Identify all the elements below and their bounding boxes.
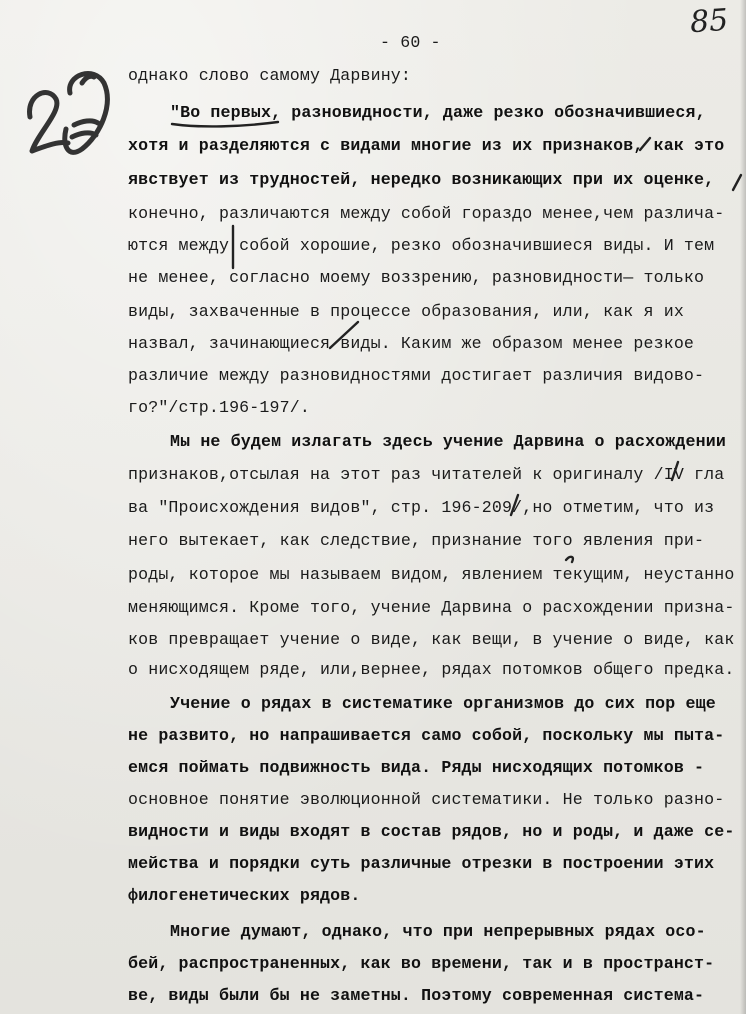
text-line: ются между собой хорошие, резко обозначившиеся виды. И тем — [128, 236, 715, 255]
text-line: го?"/стр.196-197/. — [128, 398, 310, 417]
text-line: мейства и порядки суть различные отрезки в построении этих — [128, 854, 715, 873]
text-line: о нисходящем ряде, или,вернее, рядах потомков общего предка. — [128, 660, 735, 679]
text-line: ков превращает учение о виде, как вещи, в учение о виде, как — [128, 630, 735, 649]
text-line: основное понятие эволюционной систематики. Не только разно- — [128, 790, 725, 809]
text-line: роды, которое мы называем видом, явлением текущим, неустанно — [128, 565, 735, 584]
handwritten-margin-mark-icon — [8, 55, 118, 175]
text-line: Многие думают, однако, что при непрерывных рядах осо- — [170, 922, 706, 941]
text-line: виды, захваченные в процессе образования, или, как я их — [128, 302, 684, 321]
text-line: не менее, согласно моему воззрению, разновидности— только — [128, 268, 705, 287]
text-line: филогенетических рядов. — [128, 886, 361, 905]
text-line: хотя и разделяются с видами многие из их признаков, как это — [128, 136, 725, 155]
text-line: "Во первых, разновидности, даже резко обозначившиеся, — [170, 103, 706, 122]
text-line: ва "Происхождения видов", стр. 196-209/,но отметим, что из — [128, 498, 715, 517]
text-line: видности и виды входят в состав рядов, но и роды, и даже се- — [128, 822, 735, 841]
text-line: емся поймать подвижность вида. Ряды нисходящих потомков - — [128, 758, 705, 777]
text-line: различие между разновидностями достигает различия видово- — [128, 366, 705, 385]
text-line: бей, распространенных, как во времени, так и в пространст- — [128, 954, 715, 973]
text-line: однако слово самому Дарвину: — [128, 66, 412, 85]
text-line: Мы не будем излагать здесь учение Дарвина о расхождении — [170, 432, 726, 451]
handwritten-folio-number: 85 — [688, 2, 730, 41]
text-line: назвал, зачинающиеся виды. Каким же образом менее резкое — [128, 334, 695, 353]
text-line: не развито, но напрашивается само собой, поскольку мы пыта- — [128, 726, 725, 745]
text-line: признаков,отсылая на этот раз читателей к оригиналу /IV гла — [128, 465, 725, 484]
text-line: него вытекает, как следствие, признание того явления при- — [128, 531, 705, 550]
page-number: - 60 - — [380, 33, 441, 52]
text-line: Учение о рядах в систематике организмов до сих пор еще — [170, 694, 716, 713]
text-line: конечно, различаются между собой гораздо менее,чем различа- — [128, 204, 725, 223]
text-line: меняющимся. Кроме того, учение Дарвина о расхождении призна- — [128, 598, 735, 617]
text-line: явствует из трудностей, нередко возникающих при их оценке, — [128, 170, 715, 189]
text-line: ве, виды были бы не заметны. Поэтому современная система- — [128, 986, 705, 1005]
page-edge-shadow — [740, 0, 746, 1014]
